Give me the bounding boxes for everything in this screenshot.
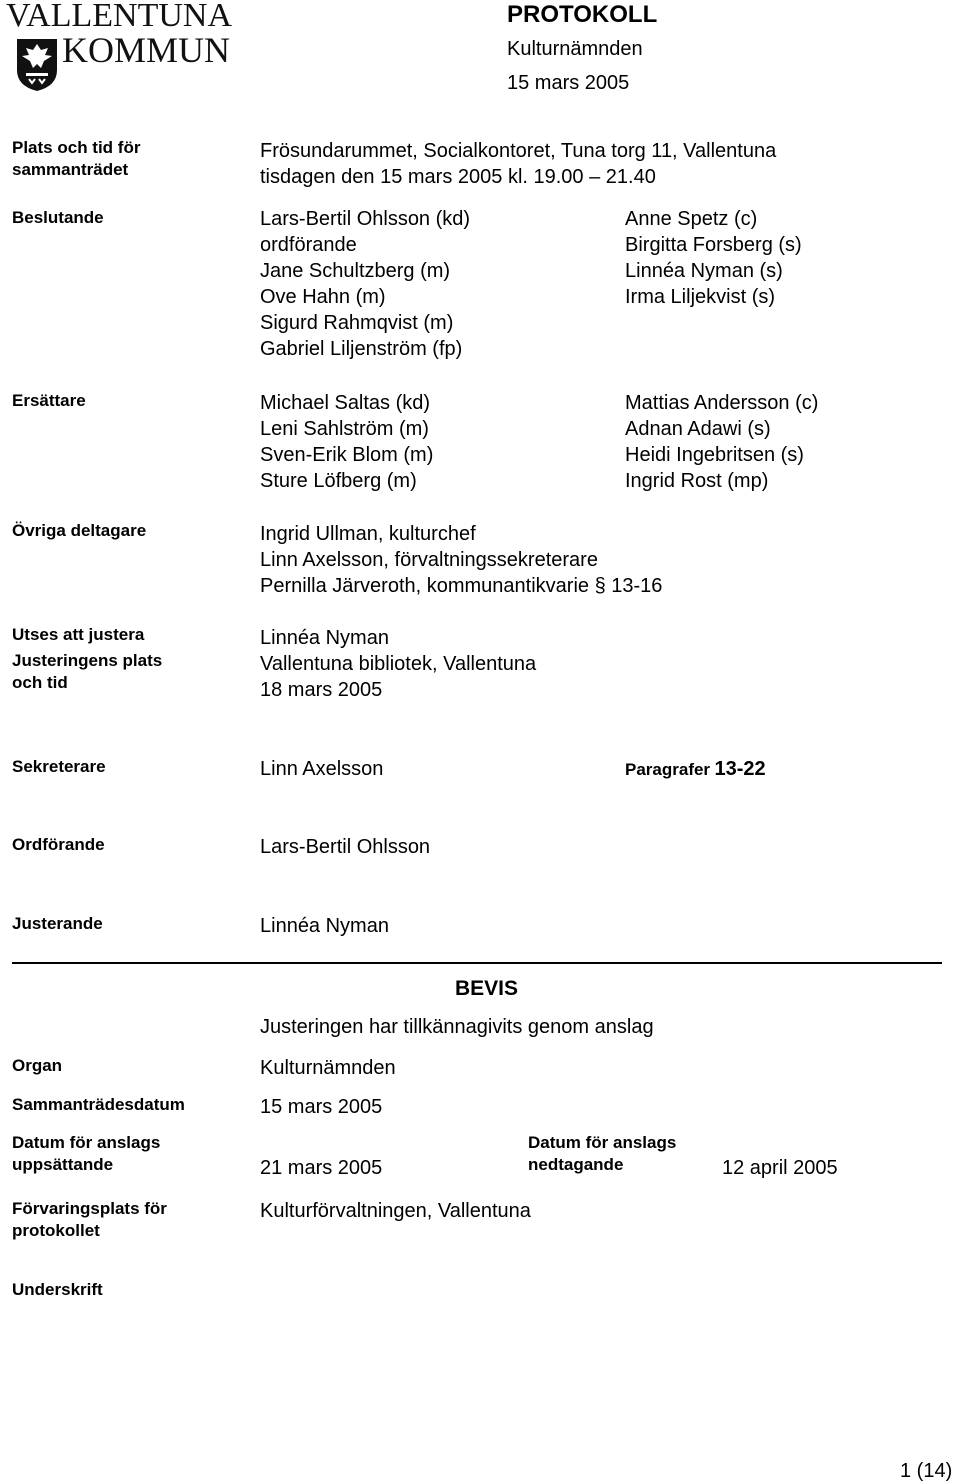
place-time-label-line: sammanträdet — [12, 160, 129, 179]
place-time-label — [12, 137, 140, 181]
substitute-name: Ingrid Rost (mp) — [625, 470, 769, 492]
substitute-name: Leni Sahlström (m) — [260, 418, 429, 440]
justering-date: 18 mars 2005 — [260, 679, 383, 701]
justeringens-plats-label: Justeringens plats — [12, 651, 163, 670]
page-number: 1 (14) — [900, 1460, 953, 1482]
justerare-name: Linnéa Nyman — [260, 627, 389, 649]
nedtagande-label-line: Datum för anslags — [528, 1133, 677, 1152]
place-time-label-line: Plats och tid för — [12, 138, 141, 157]
sekreterare-label: Sekreterare — [12, 757, 106, 776]
participant-line: Linn Axelsson, förvaltningssekreterare — [260, 549, 598, 571]
nedtagande-label-line: nedtagande — [528, 1155, 624, 1174]
ersattare-label: Ersättare — [12, 391, 86, 410]
ersattare-right-list — [625, 390, 818, 494]
justera-values — [260, 625, 536, 703]
member-name: ordförande — [260, 234, 357, 256]
forvaring-label — [12, 1198, 167, 1242]
forvaring-label-line: Förvaringsplats för — [12, 1199, 167, 1218]
member-name: Jane Schultzberg (m) — [260, 260, 451, 282]
forvaring-label-line: protokollet — [12, 1221, 100, 1240]
ersattare-left-list — [260, 390, 433, 494]
beslutande-right-list — [625, 206, 802, 310]
member-name: Irma Liljekvist (s) — [625, 286, 776, 308]
ovriga-label: Övriga deltagare — [12, 521, 147, 540]
paragrafer — [625, 756, 766, 784]
place-line: Frösundarummet, Socialkontoret, Tuna torg 11, Vallentuna — [260, 140, 777, 162]
uppsattande-value: 21 mars 2005 — [260, 1157, 383, 1179]
sammantradesdatum-label: Sammanträdesdatum — [12, 1095, 185, 1114]
member-name: Ove Hahn (m) — [260, 286, 386, 308]
sammantradesdatum-value: 15 mars 2005 — [260, 1096, 383, 1118]
member-name: Anne Spetz (c) — [625, 208, 758, 230]
member-name: Linnéa Nyman (s) — [625, 260, 783, 282]
justerande-value: Linnéa Nyman — [260, 915, 389, 937]
substitute-name: Adnan Adawi (s) — [625, 418, 771, 440]
substitute-name: Heidi Ingebritsen (s) — [625, 444, 804, 466]
logo-name-line2: KOMMUN — [62, 30, 231, 70]
member-name: Birgitta Forsberg (s) — [625, 234, 802, 256]
nedtagande-value: 12 april 2005 — [722, 1157, 838, 1179]
committee-name: Kulturnämnden — [507, 38, 643, 60]
substitute-name: Michael Saltas (kd) — [260, 392, 431, 414]
substitute-name: Sven-Erik Blom (m) — [260, 444, 434, 466]
justeringens-plats-label: och tid — [12, 673, 68, 692]
member-name: Lars-Bertil Ohlsson (kd) — [260, 208, 471, 230]
member-name: Gabriel Liljenström (fp) — [260, 338, 463, 360]
sekreterare-value: Linn Axelsson — [260, 758, 384, 780]
beslutande-label: Beslutande — [12, 208, 104, 227]
paragrafer-label: Paragrafer — [625, 760, 711, 779]
organ-value: Kulturnämnden — [260, 1057, 396, 1079]
underskrift-label: Underskrift — [12, 1280, 103, 1299]
uppsattande-label — [12, 1132, 160, 1176]
beslutande-left-list — [260, 206, 470, 362]
ordforande-label: Ordförande — [12, 835, 105, 854]
nedtagande-label — [528, 1132, 676, 1176]
paragrafer-value: 13-22 — [714, 758, 766, 780]
member-name: Sigurd Rahmqvist (m) — [260, 312, 454, 334]
meeting-date: 15 mars 2005 — [507, 72, 630, 94]
time-line: tisdagen den 15 mars 2005 kl. 19.00 – 21.40 — [260, 166, 656, 188]
ordforande-value: Lars-Bertil Ohlsson — [260, 836, 431, 858]
bevis-intro: Justeringen har tillkännagivits genom anslag — [260, 1016, 654, 1038]
substitute-name: Mattias Andersson (c) — [625, 392, 819, 414]
participant-line: Pernilla Järveroth, kommunantikvarie § 13-16 — [260, 575, 663, 597]
substitute-name: Sture Löfberg (m) — [260, 470, 417, 492]
utses-label: Utses att justera — [12, 625, 145, 644]
forvaring-value: Kulturförvaltningen, Vallentuna — [260, 1200, 531, 1222]
uppsattande-label-line: Datum för anslags — [12, 1133, 161, 1152]
participant-line: Ingrid Ullman, kulturchef — [260, 523, 476, 545]
uppsattande-label-line: uppsättande — [12, 1155, 114, 1174]
section-divider — [12, 962, 942, 964]
justering-place: Vallentuna bibliotek, Vallentuna — [260, 653, 537, 675]
bevis-title: BEVIS — [455, 977, 519, 1000]
logo-name-line1: VALLENTUNA — [6, 0, 233, 34]
eagle-crest-icon — [14, 36, 60, 92]
document-title: PROTOKOLL — [507, 1, 658, 28]
justera-labels — [12, 624, 162, 694]
ovriga-list — [260, 521, 662, 599]
place-time-value — [260, 138, 776, 190]
justerande-label: Justerande — [12, 914, 103, 933]
organ-label: Organ — [12, 1056, 63, 1075]
